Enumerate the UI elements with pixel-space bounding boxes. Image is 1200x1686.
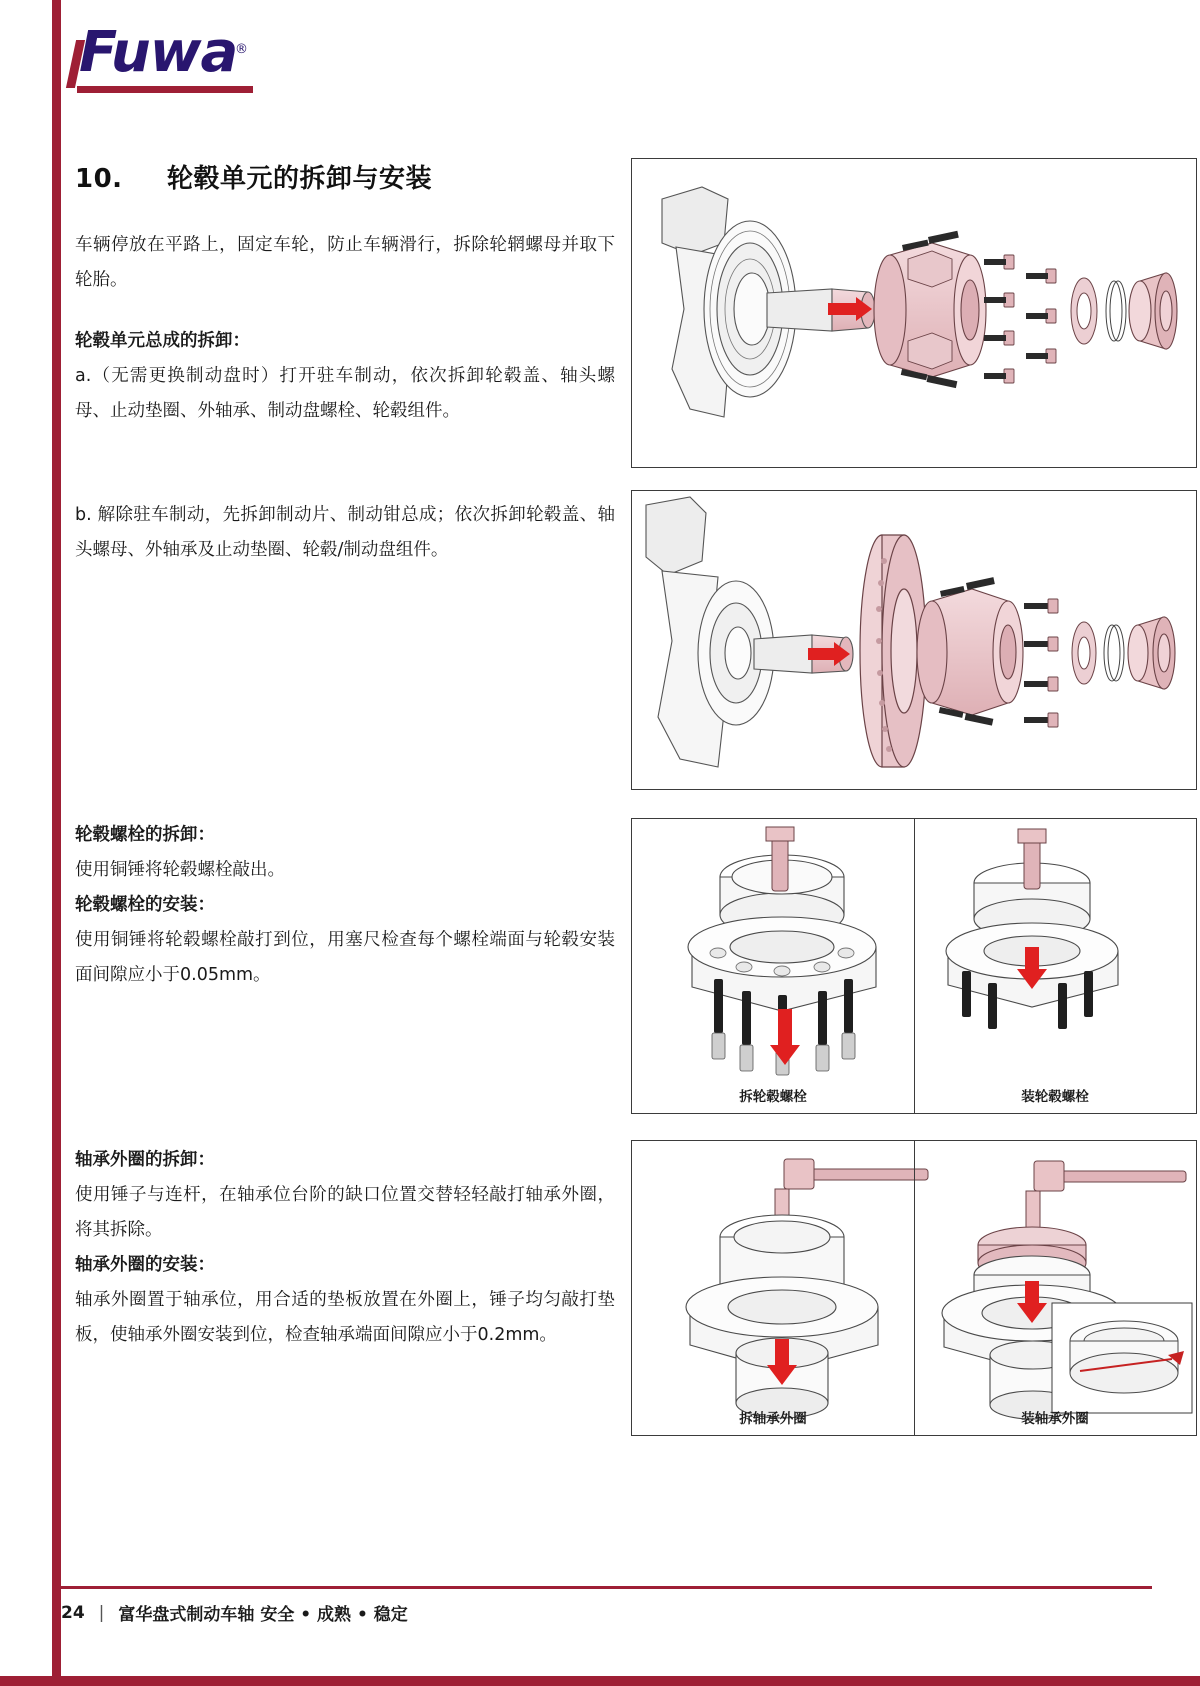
- figure-4-divider: [914, 1141, 915, 1435]
- feeler-gauge-inset: [1052, 1303, 1192, 1413]
- figure-hub-rotor-exploded: [631, 490, 1197, 790]
- footer-separator: |: [98, 1602, 105, 1623]
- down-arrow-icon: [770, 1009, 800, 1065]
- heading-unit-removal: 轮毂单元总成的拆卸：: [75, 331, 250, 351]
- section-number: 10.: [75, 164, 123, 194]
- figure-3-caption-right: 装轮毂螺栓: [1021, 1089, 1089, 1105]
- page-footer: [61, 1600, 1161, 1625]
- footer-accent-bar: [0, 1676, 1200, 1686]
- section-title-text: 轮毂单元的拆卸与安装: [167, 164, 433, 194]
- footer-text: 富华盘式制动车轴 安全 • 成熟 • 稳定: [118, 1605, 408, 1625]
- registered-trademark-icon: ®: [235, 42, 248, 57]
- logo-wordmark: Fuwa: [79, 20, 238, 85]
- figure-4-caption-right: 装轴承外圈: [1021, 1411, 1089, 1427]
- figure-4-caption-left: 拆轴承外圈: [739, 1411, 807, 1427]
- heading-bolt-removal: 轮毂螺栓的拆卸：: [75, 825, 215, 845]
- page-accent-bar: [52, 0, 61, 1686]
- heading-bearing-install: 轴承外圈的安装：: [75, 1255, 215, 1275]
- bearing-block: [75, 1143, 615, 1353]
- removal-block: [75, 324, 615, 429]
- text-column: [75, 158, 615, 1345]
- footer-page-number: 24: [61, 1602, 85, 1623]
- hammer-and-rod-icon: [1026, 1161, 1186, 1237]
- bolt-group: [984, 255, 1056, 383]
- heading-bolt-install: 轮毂螺栓的安装：: [75, 895, 215, 915]
- step-b-block: [75, 498, 615, 568]
- logo-underline: [77, 86, 253, 93]
- heading-bearing-removal: 轴承外圈的拆卸：: [75, 1150, 215, 1170]
- paragraph-bearing-install: 轴承外圈置于轴承位，用合适的垫板放置在外圈上，锤子均匀敲打垫板，使轴承外圈安装到位，检查轴承端面间隙应小于0.2mm。: [75, 1290, 615, 1345]
- paragraph-bolt-removal: 使用铜锤将轮毂螺栓敲出。: [75, 860, 285, 880]
- figure-3-divider: [914, 819, 915, 1113]
- figure-2-drawing: [632, 491, 1197, 790]
- figure-wheel-stud-service: [631, 818, 1197, 1114]
- figure-bearing-cup-service: [631, 1140, 1197, 1436]
- figure-hub-unit-exploded: [631, 158, 1197, 468]
- bolt-block: [75, 818, 615, 993]
- figure-1-drawing: [632, 159, 1197, 468]
- paragraph-bolt-install: 使用铜锤将轮毂螺栓敲打到位，用塞尺检查每个螺栓端面与轮毂安装面间隙应小于0.05mm。: [75, 930, 615, 985]
- paragraph-intro: 车辆停放在平路上，固定车轮，防止车辆滑行，拆除轮辋螺母并取下轮胎。: [75, 235, 615, 290]
- paragraph-bearing-removal: 使用锤子与连杆，在轴承位台阶的缺口位置交替轻轻敲打轴承外圈，将其拆除。: [75, 1185, 615, 1240]
- paragraph-intro-block: [75, 228, 615, 298]
- paragraph-step-a: a.（无需更换制动盘时）打开驻车制动，依次拆卸轮毂盖、轴头螺母、止动垫圈、外轴承、制动盘螺栓、轮毂组件。: [75, 366, 615, 421]
- page-content: [61, 0, 1200, 1686]
- page-title: [75, 158, 615, 195]
- figure-3-caption-left: 拆轮毂螺栓: [739, 1089, 807, 1105]
- brand-logo: [71, 22, 331, 94]
- paragraph-step-b: b. 解除驻车制动，先拆卸制动片、制动钳总成；依次拆卸轮毂盖、轴头螺母、外轴承及止动垫圈、轮毂/制动盘组件。: [75, 505, 615, 560]
- bolt-group: [1024, 599, 1058, 727]
- footer-rule: [52, 1586, 1152, 1589]
